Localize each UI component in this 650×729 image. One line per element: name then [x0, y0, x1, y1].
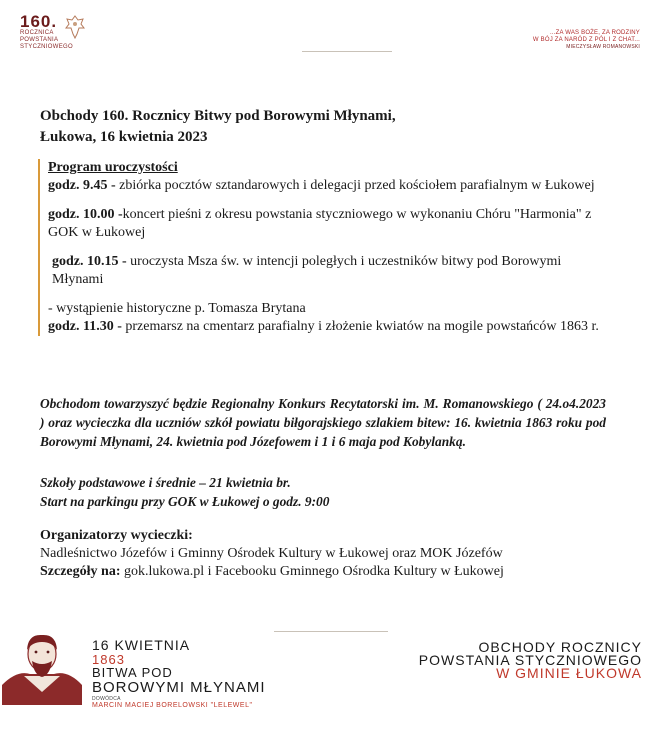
- title-line: Łukowa, 16 kwietnia 2023: [40, 129, 208, 145]
- organizers-section: [40, 527, 620, 581]
- details-label: Szczegóły na:: [40, 564, 121, 579]
- footer-commander-label: DOWÓDCA: [92, 696, 121, 702]
- program-text: uroczysta Msza św. w intencji poległych i uczestników bitwy pod Borowymi Młynami: [52, 254, 562, 287]
- footer-date: 16 KWIETNIA: [92, 637, 191, 653]
- program-item: [48, 177, 608, 195]
- program-text: koncert pieśni z okresu powstania styczniowego w wykonaniu Chóru "Harmonia" z GOK w Łukowej: [48, 207, 592, 240]
- logo-number: 160.: [20, 12, 58, 31]
- lelewel-portrait-icon: [2, 630, 82, 705]
- logo-line: POWSTANIA: [20, 37, 59, 43]
- program-time: godz. 11.30 -: [48, 319, 122, 334]
- page-title: [40, 106, 600, 148]
- announcement-line: Start na parkingu przy GOK w Łukowej o godz. 9:00: [40, 494, 330, 509]
- divider: [302, 51, 392, 52]
- logo-line: STYCZNIOWEGO: [20, 44, 73, 50]
- program-heading: Program uroczystości: [48, 160, 178, 175]
- divider: [274, 631, 388, 632]
- program-text: - wystąpienie historyczne p. Tomasza Brytana: [48, 301, 306, 316]
- details-line: [40, 563, 620, 581]
- organizers-heading: Organizatorzy wycieczki:: [40, 528, 193, 543]
- footer-battle-title: [92, 638, 266, 710]
- program-time: godz. 10.15 -: [52, 254, 127, 269]
- details-text: gok.lukowa.pl i Facebooku Gminnego Ośrodka Kultury w Łukowej: [120, 564, 504, 579]
- program-text: zbiórka pocztów sztandarowych i delegacji przed kościołem parafialnym w Łukowej: [115, 178, 595, 193]
- announcement-details: [40, 473, 606, 511]
- program-time: godz. 10.00 -: [48, 207, 123, 222]
- anniversary-logo: [20, 14, 110, 51]
- footer-battle-line: BITWA POD: [92, 665, 173, 680]
- program-item: [48, 206, 608, 242]
- program-item: [48, 300, 608, 318]
- footer-right-line: POWSTANIA STYCZNIOWEGO: [418, 652, 642, 668]
- footer-event-title: [362, 641, 642, 680]
- motto-line: ...ZA WAS BOŻE, ZA RODZINY: [550, 30, 640, 36]
- footer-year: 1863: [92, 652, 125, 667]
- motto-author: MIECZYSŁAW ROMANOWSKI: [566, 44, 640, 50]
- organizers-text: Nadleśnictwo Józefów i Gminny Ośrodek Kultury w Łukowej oraz MOK Józefów: [40, 546, 503, 561]
- motto-line: W BÓJ ZA NARÓD Z PÓL I Z CHAT...: [532, 37, 640, 43]
- program-section: [38, 159, 608, 336]
- program-item: [48, 318, 608, 336]
- footer-right-line: W GMINIE ŁUKOWA: [496, 665, 642, 681]
- footer-commander-name: MARCIN MACIEJ BORELOWSKI "LELEWEL": [92, 702, 253, 709]
- announcement-paragraph: Obchodom towarzyszyć będzie Regionalny Konkurs Recytatorski im. M. Romanowskiego ( 24.o4.2023 ) oraz wycieczka dla uczniów szkół powiatu biłgorajskiego szlakiem bitew: 16. kwietnia 1863 roku pod Borowymi Młynami, 24. kwietnia pod Józefowem i 1 i 6 maja pod Kobylanką.: [40, 396, 606, 449]
- program-text: przemarsz na cmentarz parafialny i złożenie kwiatów na mogile powstańców 1863 r.: [121, 319, 599, 334]
- announcement-line: Szkoły podstawowe i średnie – 21 kwietnia br.: [40, 475, 291, 490]
- eagle-emblem-icon: [64, 14, 86, 40]
- program-item: [48, 253, 608, 289]
- program-time: godz. 9.45 -: [48, 178, 116, 193]
- footer-right-line: OBCHODY ROCZNICY: [478, 639, 642, 655]
- title-line: Obchody 160. Rocznicy Bitwy pod Borowymi Młynami,: [40, 108, 396, 124]
- logo-line: ROCZNICA: [20, 30, 54, 36]
- motto: [480, 30, 640, 51]
- footer-battle-place: BOROWYMI MŁYNAMI: [92, 679, 266, 696]
